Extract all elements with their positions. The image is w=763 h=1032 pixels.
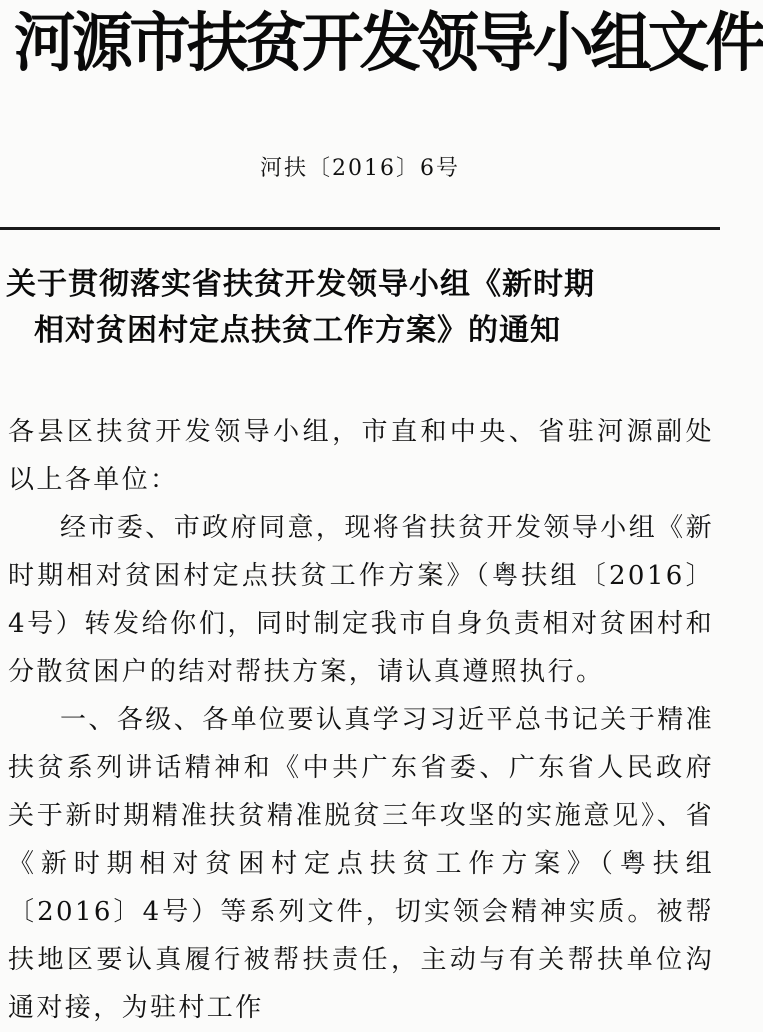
document-number: 河扶〔2016〕6号 <box>260 156 460 181</box>
document-title-line-1: 关于贯彻落实省扶贫开发领导小组《新时期 <box>6 267 595 302</box>
body-paragraph-2: 一、各级、各单位要认真学习习近平总书记关于精准扶贫系列讲话精神和《中共广东省委、广东省人民政府关于新时期精准扶贫精准脱贫三年攻坚的实施意见》、省《新时期相对贫困村定点扶贫工作方案》（粤扶组〔2016〕4号）等系列文件，切实领会精神实质。被帮扶地区要认真履行被帮扶责任，主动与有关帮扶单位沟通对接，为驻村工作 <box>8 705 714 1023</box>
issuer-title: 河源市扶贫开发领导小组文件 <box>14 7 763 81</box>
body-paragraph-1: 经市委、市政府同意，现将省扶贫开发领导小组《新时期相对贫困村定点扶贫工作方案》（粤扶组〔2016〕4号）转发给你们，同时制定我市自身负责相对贫困村和分散贫困户的结对帮扶方案，请认真遵照执行。 <box>8 513 714 687</box>
addressee: 各县区扶贫开发领导小组，市直和中央、省驻河源副处以上各单位： <box>8 417 714 495</box>
document-title <box>6 262 714 354</box>
document-title-line-2: 相对贫困村定点扶贫工作方案》的通知 <box>34 313 561 348</box>
header-divider-line <box>0 227 720 230</box>
document-body <box>8 408 714 1032</box>
document-header <box>0 4 763 84</box>
